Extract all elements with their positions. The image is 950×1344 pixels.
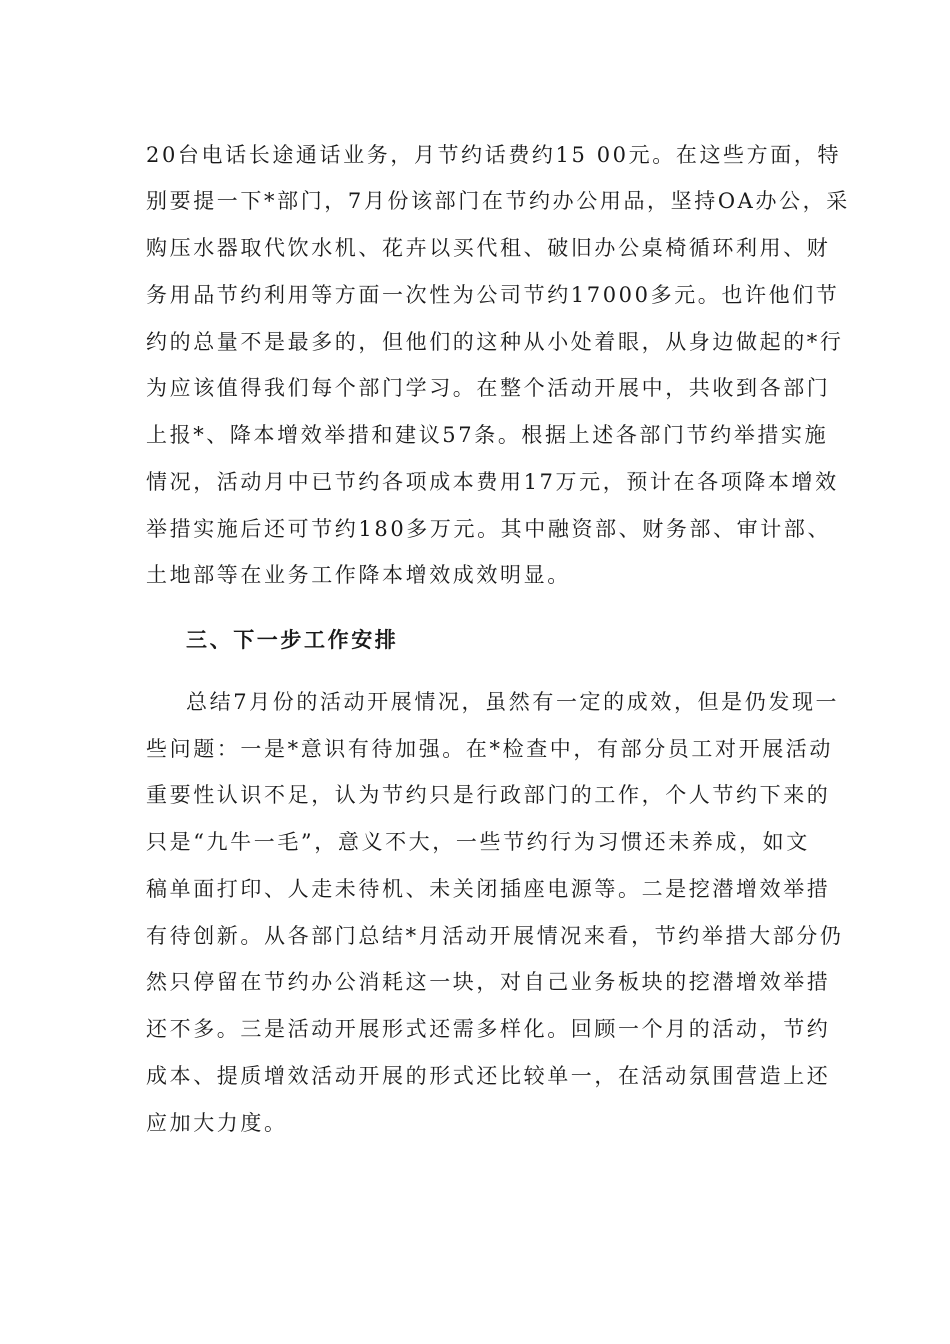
paragraph-line: 然只停留在节约办公消耗这一块，对自己业务板块的挖潜增效举措 <box>146 970 831 994</box>
paragraph-line: 约的总量不是最多的，但他们的这种从小处着眼，从身边做起的*行 <box>146 330 844 354</box>
paragraph-line: 只是“九牛一毛”，意义不大，一些节约行为习惯还未养成，如文 <box>146 830 810 854</box>
paragraph-line: 总结7月份的活动开展情况，虽然有一定的成效，但是仍发现一 <box>186 690 840 714</box>
paragraph-line: 情况，活动月中已节约各项成本费用17万元，预计在各项降本增效 <box>146 470 839 494</box>
paragraph-line: 上报*、降本增效举措和建议57条。根据上述各部门节约举措实施 <box>146 423 829 447</box>
paragraph-line: 应加大力度。 <box>146 1111 288 1135</box>
paragraph-line: 重要性认识不足，认为节约只是行政部门的工作，个人节约下来的 <box>146 783 831 807</box>
section-heading: 三、下一步工作安排 <box>186 627 399 652</box>
paragraph-line: 稿单面打印、人走未待机、未关闭插座电源等。二是挖潜增效举措 <box>146 877 831 901</box>
paragraph-line: 举措实施后还可节约180多万元。其中融资部、财务部、审计部、 <box>146 517 832 541</box>
paragraph-line: 成本、提质增效活动开展的形式还比较单一，在活动氛围营造上还 <box>146 1064 831 1088</box>
paragraph-line: 别要提一下*部门，7月份该部门在节约办公用品，坚持OA办公，采 <box>146 189 850 213</box>
paragraph-line: 还不多。三是活动开展形式还需多样化。回顾一个月的活动，节约 <box>146 1017 831 1041</box>
paragraph-line: 务用品节约利用等方面一次性为公司节约17000多元。也许他们节 <box>146 283 840 307</box>
paragraph-line: 为应该值得我们每个部门学习。在整个活动开展中，共收到各部门 <box>146 376 831 400</box>
paragraph-line: 些问题：一是*意识有待加强。在*检查中，有部分员工对开展活动 <box>146 737 833 761</box>
paragraph-line: 20台电话长途通话业务，月节约话费约15 00元。在这些方面，特 <box>146 143 842 167</box>
paragraph-line: 土地部等在业务工作降本增效成效明显。 <box>146 563 571 587</box>
paragraph-line: 有待创新。从各部门总结*月活动开展情况来看，节约举措大部分仍 <box>146 924 844 948</box>
paragraph-line: 购压水器取代饮水机、花卉以买代租、破旧办公桌椅循环利用、财 <box>146 236 831 260</box>
